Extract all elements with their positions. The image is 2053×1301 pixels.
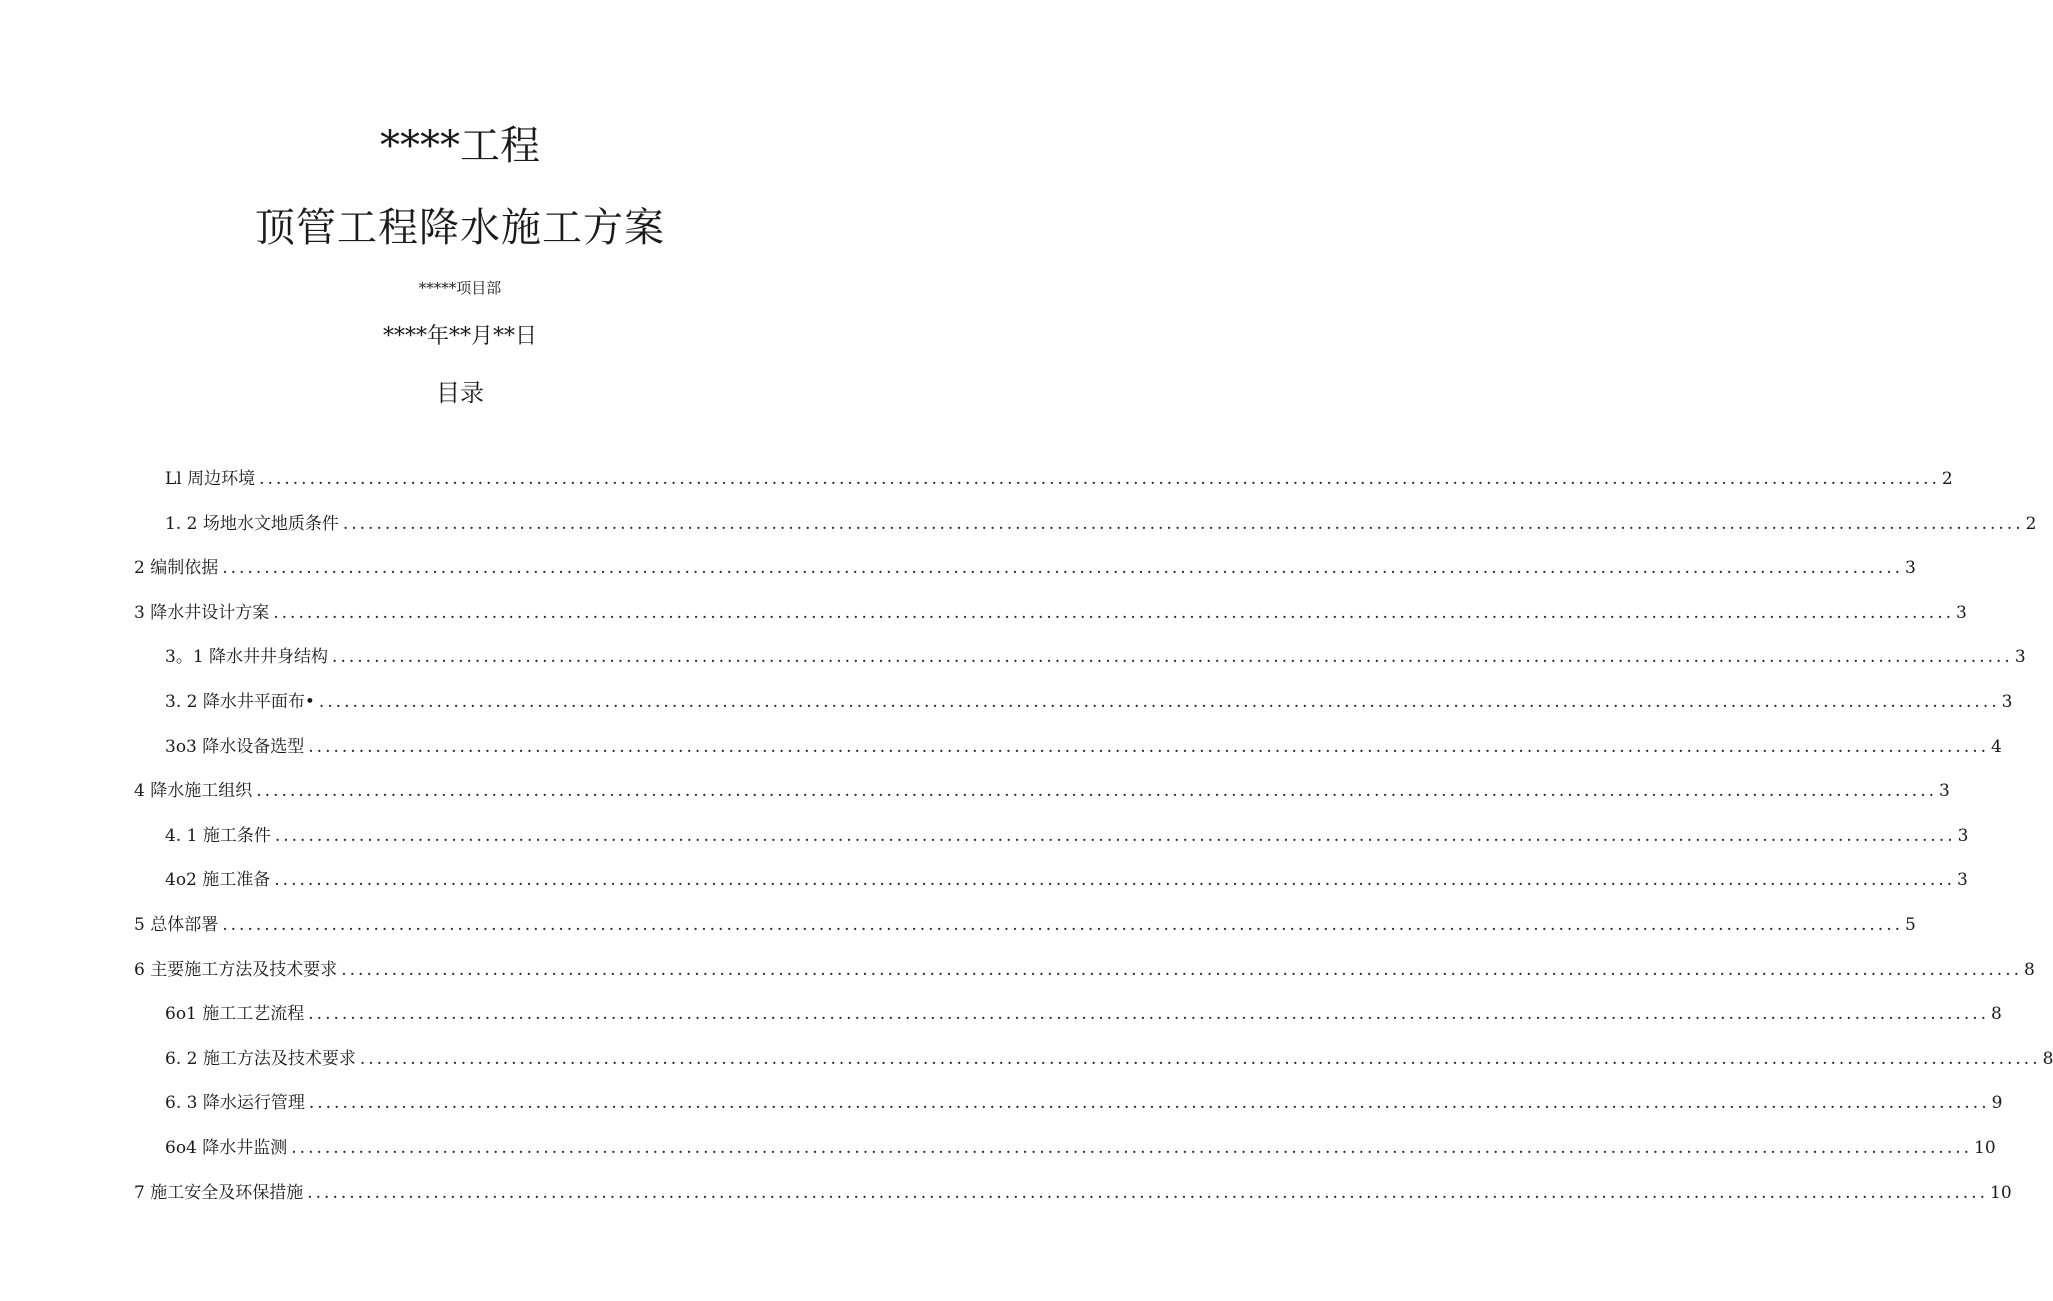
toc-entry[interactable] bbox=[134, 776, 1950, 806]
toc-dot-leader: ........................................................................................................................................................................................................ bbox=[308, 1093, 1990, 1114]
toc-entry-label: 6 主要施工方法及技术要求 bbox=[134, 959, 338, 980]
toc-entry-label: Ll 周边环境 bbox=[165, 469, 256, 489]
toc-entry-label: 6. 2 施工方法及技术要求 bbox=[165, 1048, 356, 1069]
toc-entry[interactable] bbox=[165, 687, 2013, 717]
toc-entry-page-number: 3 bbox=[1957, 825, 1969, 846]
toc-entry-page-number: 10 bbox=[1974, 1138, 1996, 1158]
department-name: *****项目部 bbox=[418, 279, 502, 297]
toc-dot-leader: ........................................................................................................................................................................................................ bbox=[342, 513, 2024, 534]
toc-entry[interactable] bbox=[134, 955, 2035, 985]
toc-entry-page-number: 3 bbox=[1905, 558, 1916, 579]
toc-entry[interactable] bbox=[134, 553, 1916, 583]
toc-dot-leader: ........................................................................................................................................................................................................ bbox=[291, 1138, 1973, 1158]
toc-entry-page-number: 9 bbox=[1991, 1093, 2003, 1114]
toc-entry-label: 4. 1 施工条件 bbox=[165, 825, 271, 846]
toc-entry[interactable] bbox=[165, 1088, 2003, 1118]
toc-dot-leader: ........................................................................................................................................................................................................ bbox=[307, 1182, 1988, 1203]
toc-entry-page-number: 8 bbox=[2024, 959, 2035, 980]
toc-entry-page-number: 2 bbox=[1941, 469, 1953, 489]
toc-entry[interactable] bbox=[134, 910, 1916, 940]
toc-entry-label: 1. 2 场地水文地质条件 bbox=[165, 513, 339, 534]
toc-entry-label: 6o4 降水井监测 bbox=[165, 1138, 288, 1158]
toc-entry[interactable] bbox=[165, 865, 1968, 895]
toc-dot-leader: ........................................................................................................................................................................................................ bbox=[222, 558, 1903, 579]
toc-entry-label: 3 降水井设计方案 bbox=[134, 602, 270, 623]
toc-entry[interactable] bbox=[165, 642, 2026, 672]
toc-entry-label: 4o2 施工准备 bbox=[165, 870, 271, 891]
toc-entry-label: 4 降水施工组织 bbox=[134, 781, 253, 802]
toc-entry-page-number: 2 bbox=[2025, 513, 2037, 534]
project-name: ****工程 bbox=[380, 123, 540, 169]
toc-dot-leader: ........................................................................................................................................................................................................ bbox=[274, 870, 1956, 891]
toc-heading: 目录 bbox=[436, 379, 484, 407]
toc-entry-label: 3。1 降水井井身结构 bbox=[165, 647, 329, 668]
toc-entry-page-number: 3 bbox=[1956, 602, 1967, 623]
toc-dot-leader: ........................................................................................................................................................................................................ bbox=[341, 959, 2022, 980]
toc-entry-page-number: 3 bbox=[2001, 692, 2013, 712]
toc-entry[interactable] bbox=[165, 999, 2002, 1029]
toc-entry-label: 6. 3 降水运行管理 bbox=[165, 1093, 305, 1114]
document-date: ****年**月**日 bbox=[382, 324, 537, 349]
toc-entry-label: 6o1 施工工艺流程 bbox=[165, 1004, 305, 1025]
toc-entry[interactable] bbox=[134, 1178, 2012, 1208]
toc-dot-leader: ........................................................................................................................................................................................................ bbox=[256, 781, 1937, 802]
toc-entry-label: 3. 2 降水井平面布• bbox=[165, 692, 315, 712]
toc-entry-page-number: 8 bbox=[1991, 1004, 2002, 1025]
toc-dot-leader: ........................................................................................................................................................................................................ bbox=[222, 915, 1903, 935]
toc-entry-page-number: 4 bbox=[1991, 736, 2002, 757]
toc-dot-leader: ........................................................................................................................................................................................................ bbox=[273, 602, 1954, 623]
toc-dot-leader: ........................................................................................................................................................................................................ bbox=[259, 469, 1940, 489]
toc-entry-page-number: 3 bbox=[1957, 870, 1968, 891]
toc-dot-leader: ........................................................................................................................................................................................................ bbox=[308, 736, 1990, 757]
toc-entry-label: 5 总体部署 bbox=[134, 915, 219, 935]
toc-entry-page-number: 5 bbox=[1905, 915, 1916, 935]
toc-dot-leader: ........................................................................................................................................................................................................ bbox=[308, 1004, 1990, 1025]
toc-entry-label: 2 编制依据 bbox=[134, 558, 219, 579]
toc-entry-page-number: 3 bbox=[1939, 781, 1950, 802]
toc-entry-page-number: 10 bbox=[1990, 1182, 2012, 1203]
toc-entry-label: 7 施工安全及环保措施 bbox=[134, 1182, 304, 1203]
toc-entry[interactable] bbox=[165, 821, 1969, 851]
toc-entry-page-number: 8 bbox=[2042, 1048, 2053, 1069]
toc-entry[interactable] bbox=[165, 1133, 1996, 1163]
toc-dot-leader: ........................................................................................................................................................................................................ bbox=[359, 1048, 2041, 1069]
toc-entry-page-number: 3 bbox=[2014, 647, 2026, 668]
toc-dot-leader: ........................................................................................................................................................................................................ bbox=[318, 692, 2000, 712]
toc-entry[interactable] bbox=[165, 732, 2002, 762]
toc-entry[interactable] bbox=[134, 598, 1967, 628]
toc-entry[interactable] bbox=[165, 464, 1953, 494]
document-title: 顶管工程降水施工方案 bbox=[255, 205, 665, 251]
toc-entry[interactable] bbox=[165, 1044, 2053, 1074]
toc-dot-leader: ........................................................................................................................................................................................................ bbox=[332, 647, 2013, 668]
toc-entry-label: 3o3 降水设备选型 bbox=[165, 736, 305, 757]
toc-dot-leader: ........................................................................................................................................................................................................ bbox=[274, 825, 1956, 846]
toc-entry[interactable] bbox=[165, 509, 2037, 539]
